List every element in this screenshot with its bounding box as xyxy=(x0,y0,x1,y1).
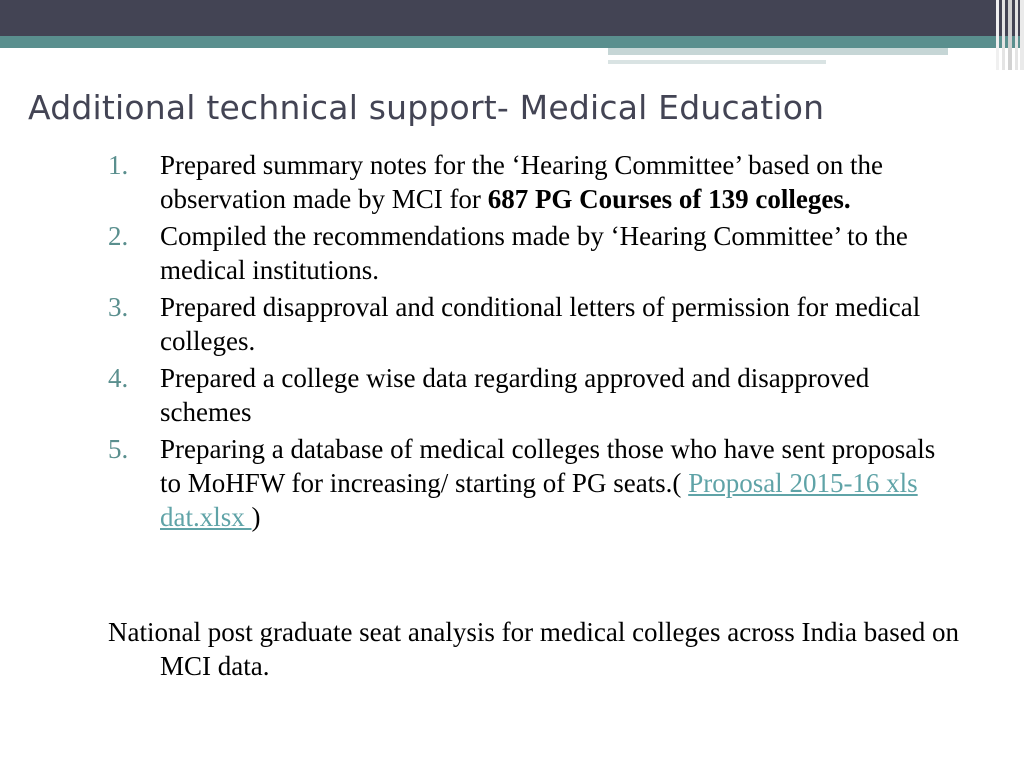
list-number: 4. xyxy=(108,363,129,393)
list-text-close: ) xyxy=(251,502,261,532)
list-number: 2. xyxy=(108,221,129,251)
footer-note: National post graduate seat analysis for medical colleges across India based on MCI data. xyxy=(108,617,959,681)
support-list xyxy=(108,148,948,537)
slide-title: Additional technical support- Medical Education xyxy=(28,88,825,127)
list-item xyxy=(108,290,948,358)
list-number: 3. xyxy=(108,292,129,322)
list-item xyxy=(108,219,948,287)
list-text: Prepared summary notes for the ‘Hearing Committee’ based on the observation made by MCI for xyxy=(160,150,884,214)
list-item xyxy=(108,361,948,429)
list-text-bold: 687 PG Courses of 139 colleges. xyxy=(487,184,851,214)
header-accent-bar-thin xyxy=(608,60,826,64)
header-band-dark xyxy=(0,0,1024,36)
list-item xyxy=(108,432,948,534)
proposal-file-link[interactable]: Proposal 2015-16 xls dat.xlsx xyxy=(160,468,918,532)
list-text: Prepared a college wise data regarding approved and disapproved schemes xyxy=(160,363,870,427)
list-number: 1. xyxy=(108,150,129,180)
list-text: Compiled the recommendations made by ‘Hearing Committee’ to the medical institutions. xyxy=(160,221,908,285)
list-item xyxy=(108,148,948,216)
list-number: 5. xyxy=(108,434,129,464)
header-band-teal xyxy=(0,36,1024,48)
header-accent-bar xyxy=(608,48,948,55)
list-text: Preparing a database of medical colleges those who have sent proposals to MoHFW for increasing/ starting of PG seats.( xyxy=(160,434,936,498)
corner-stripes xyxy=(994,0,1024,70)
list-text: Prepared disapproval and conditional letters of permission for medical colleges. xyxy=(160,292,921,356)
